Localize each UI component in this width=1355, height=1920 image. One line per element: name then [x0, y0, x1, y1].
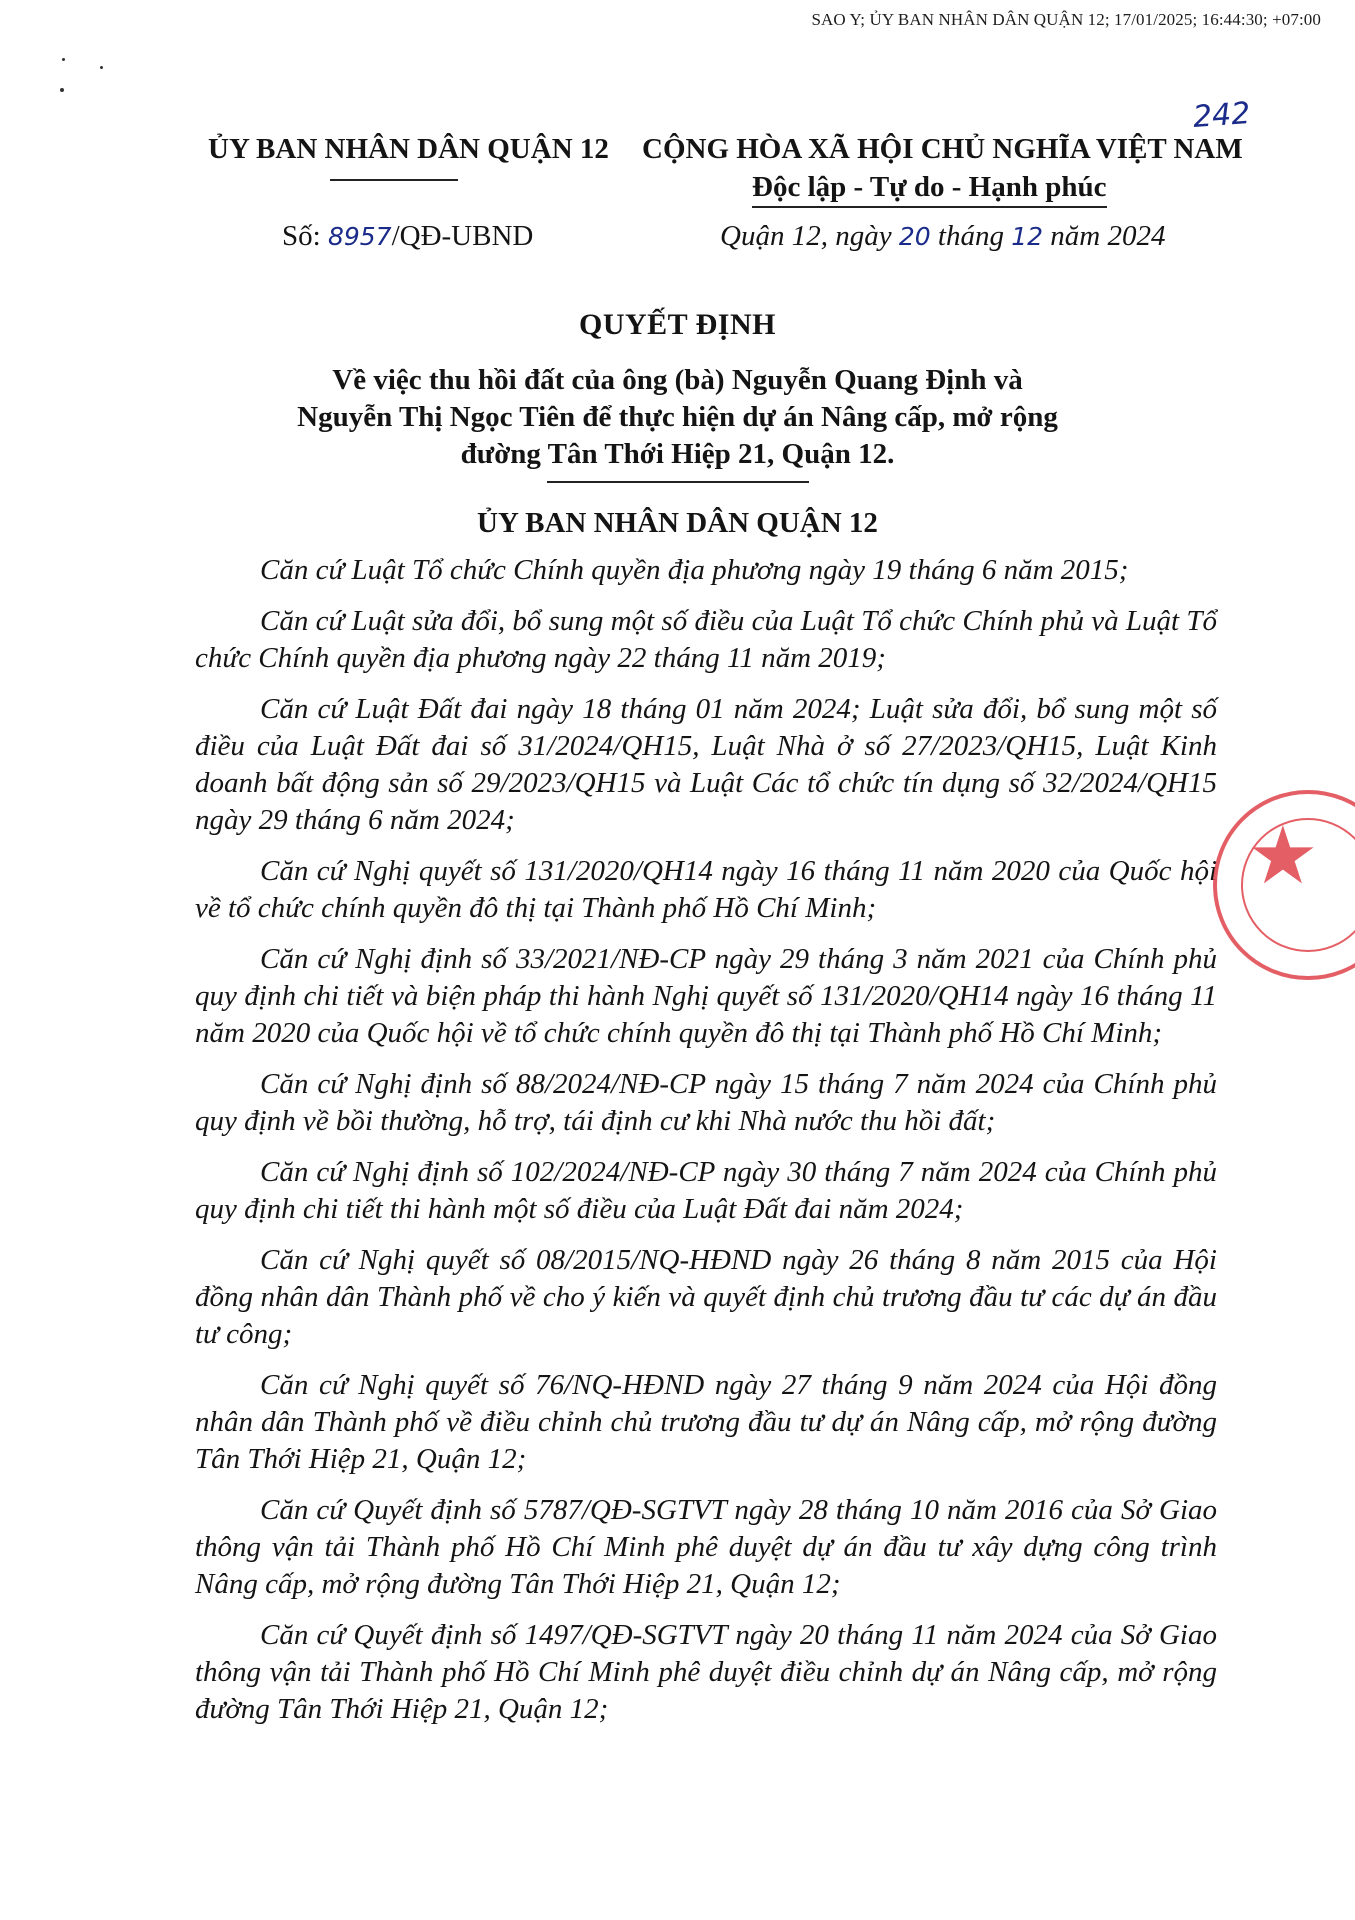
national-motto: Độc lập - Tự do - Hạnh phúc	[752, 171, 1107, 208]
digital-copy-stamp: SAO Y; ỦY BAN NHÂN DÂN QUẬN 12; 17/01/2025; 16:44:30; +07:00	[811, 10, 1321, 29]
red-seal-stamp	[1213, 790, 1355, 980]
scan-speck	[100, 66, 103, 69]
legal-basis-paragraph: Căn cứ Nghị định số 102/2024/NĐ-CP ngày 30 tháng 7 năm 2024 của Chính phủ quy định chi tiết thi hành một số điều của Luật Đất đai năm 2024;	[195, 1156, 1217, 1225]
scan-speck	[62, 58, 65, 61]
national-title: CỘNG HÒA XÃ HỘI CHỦ NGHĨA VIỆT NAM	[642, 133, 1243, 165]
legal-basis-paragraph: Căn cứ Nghị quyết số 08/2015/NQ-HĐND ngày 26 tháng 8 năm 2015 của Hội đồng nhân dân Thành phố về cho ý kiến và quyết định chủ trương đầu tư các dự án đầu tư công;	[195, 1244, 1217, 1350]
subject-line-3: đường Tân Thới Hiệp 21, Quận 12.	[460, 438, 895, 470]
date-month-handwritten: 12	[1011, 222, 1044, 251]
date-day-handwritten: 20	[898, 222, 931, 251]
legal-basis-paragraph: Căn cứ Nghị quyết số 76/NQ-HĐND ngày 27 tháng 9 năm 2024 của Hội đồng nhân dân Thành phố về điều chỉnh chủ trương đầu tư dự án Nâng cấp, mở rộng đường Tân Thới Hiệp 21, Quận 12;	[195, 1369, 1217, 1475]
handwritten-page-number: 242	[1191, 96, 1252, 135]
legal-basis-paragraph: Căn cứ Nghị định số 33/2021/NĐ-CP ngày 29 tháng 3 năm 2021 của Chính phủ quy định chi tiết và biện pháp thi hành Nghị quyết số 131/2020/QH14 ngày 16 tháng 11 năm 2020 của Quốc hội về tổ chức chính quyền đô thị tại Thành phố Hồ Chí Minh;	[195, 943, 1217, 1049]
document-number-handwritten: 8957	[327, 222, 392, 251]
seal-star-icon: ★	[1247, 809, 1319, 902]
legal-basis-paragraph: Căn cứ Nghị định số 88/2024/NĐ-CP ngày 15 tháng 7 năm 2024 của Chính phủ quy định về bồi thường, hỗ trợ, tái định cư khi Nhà nước thu hồi đất;	[195, 1068, 1217, 1137]
subject-line-2: Nguyễn Thị Ngọc Tiên để thực hiện dự án Nâng cấp, mở rộng	[297, 401, 1058, 433]
date-month-label: tháng	[930, 220, 1012, 252]
issuer-underline	[330, 179, 458, 181]
subject-underline	[547, 481, 809, 483]
legal-basis-paragraph: Căn cứ Luật Tổ chức Chính quyền địa phương ngày 19 tháng 6 năm 2015;	[260, 554, 1129, 586]
legal-basis-paragraph: Căn cứ Luật sửa đổi, bổ sung một số điều của Luật Tổ chức Chính phủ và Luật Tổ chức Chính quyền địa phương ngày 22 tháng 11 năm 2019;	[195, 605, 1217, 674]
date-year-label: năm 2024	[1043, 220, 1166, 252]
legal-basis-section	[195, 552, 1217, 1742]
decision-title-block	[0, 308, 1355, 540]
issuer-name: ỦY BAN NHÂN DÂN QUẬN 12	[208, 133, 609, 165]
scan-speck	[60, 88, 64, 92]
subject-line-1: Về việc thu hồi đất của ông (bà) Nguyễn Quang Định và	[332, 364, 1023, 396]
document-number-suffix: /QĐ-UBND	[391, 220, 534, 252]
issuing-authority: ỦY BAN NHÂN DÂN QUẬN 12	[477, 507, 878, 539]
decision-subject	[0, 362, 1355, 473]
legal-basis-paragraph: Căn cứ Nghị quyết số 131/2020/QH14 ngày 16 tháng 11 năm 2020 của Quốc hội về tổ chức chính quyền đô thị tại Thành phố Hồ Chí Minh;	[195, 855, 1217, 924]
legal-basis-paragraph: Căn cứ Quyết định số 1497/QĐ-SGTVT ngày 20 tháng 11 năm 2024 của Sở Giao thông vận tải Thành phố Hồ Chí Minh phê duyệt điều chỉnh dự án Nâng cấp, mở rộng đường Tân Thới Hiệp 21, Quận 12;	[195, 1619, 1217, 1725]
issue-date	[720, 220, 1165, 253]
document-number-prefix: Số:	[282, 220, 328, 252]
legal-basis-paragraph: Căn cứ Luật Đất đai ngày 18 tháng 01 năm 2024; Luật sửa đổi, bổ sung một số điều của Luật Đất đai số 31/2024/QH15, Luật Nhà ở số 27/2023/QH15, Luật Kinh doanh bất động sản số 29/2023/QH15 và Luật Các tổ chức tín dụng số 32/2024/QH15 ngày 29 tháng 6 năm 2024;	[195, 693, 1217, 836]
legal-basis-paragraph: Căn cứ Quyết định số 5787/QĐ-SGTVT ngày 28 tháng 10 năm 2016 của Sở Giao thông vận tải Thành phố Hồ Chí Minh phê duyệt dự án đầu tư xây dựng công trình Nâng cấp, mở rộng đường Tân Thới Hiệp 21, Quận 12;	[195, 1494, 1217, 1600]
document-number	[282, 220, 533, 253]
date-prefix: Quận 12, ngày	[720, 220, 899, 252]
document-title: QUYẾT ĐỊNH	[579, 308, 776, 341]
